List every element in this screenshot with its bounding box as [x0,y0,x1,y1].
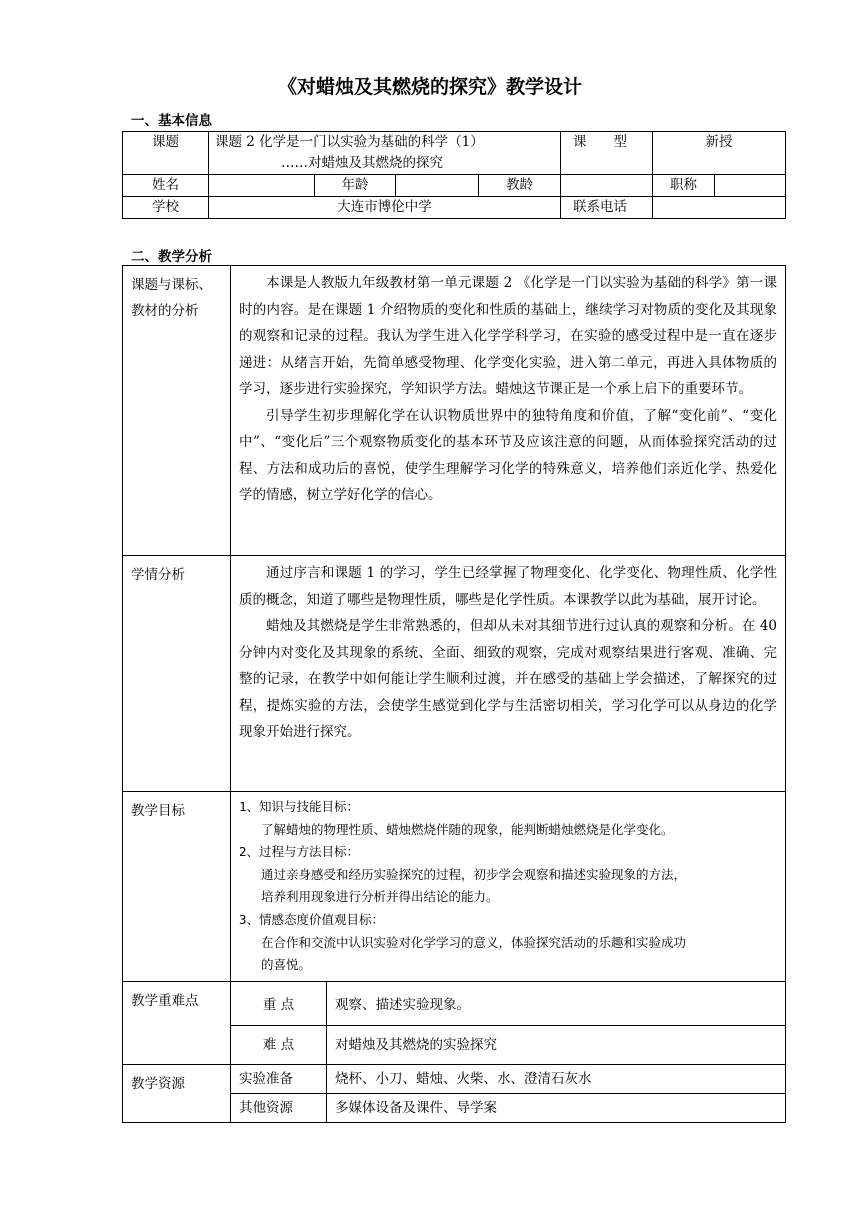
school-label: 学校 [123,197,209,219]
key-point-label: 重 点 [231,981,327,1025]
section-heading-basic-info: 一、基本信息 [131,113,212,129]
other-resources-label: 其他资源 [231,1093,327,1122]
objectives-label: 教学目标 [123,792,231,982]
textbook-analysis-content [231,266,786,556]
key-point-value: 观察、描述实验现象。 [327,981,786,1025]
difficult-point-value: 对蜡烛及其燃烧的实验探究 [327,1025,786,1064]
objective-text-2b: 培养利用现象进行分析并得出结论的能力。 [261,889,499,905]
objectives-content [231,792,786,982]
topic-label: 课题 [123,132,209,175]
school-value: 大连市博伦中学 [209,197,561,219]
age-value [396,175,479,197]
difficult-point-label: 难 点 [231,1025,327,1064]
phone-value [653,197,786,219]
student-paragraph-1: 通过序言和课题 1 的学习，学生已经掌握了物理变化、化学变化、物理性质、化学性质的概念，知道了哪些是物理性质，哪些是化学性质。本课教学以此为基础，展开讨论。 [239,565,777,608]
age-label: 年龄 [315,175,396,197]
objective-heading-2: 2、过程与方法目标： [239,844,360,860]
student-analysis-label: 学情分析 [123,556,231,792]
key-difficult-label: 教学重难点 [123,981,231,1064]
teaching-age-value [561,175,653,197]
objectives-row [123,792,786,982]
topic-line-2: ……对蜡烛及其燃烧的探究 [281,155,443,171]
person-row [123,175,786,197]
textbook-analysis-label [123,266,231,556]
key-point-row [123,981,786,1025]
experiment-prep-label: 实验准备 [231,1064,327,1093]
phone-label: 联系电话 [561,197,653,219]
page-title: 《对蜡烛及其燃烧的探究》教学设计 [277,76,582,98]
name-label: 姓名 [123,175,209,197]
resources-label: 教学资源 [123,1064,231,1122]
objective-text-1: 了解蜡烛的物理性质、蜡烛燃烧伴随的现象，能判断蜡烛燃烧是化学变化。 [261,821,674,837]
student-paragraph-2: 蜡烛及其燃烧是学生非常熟悉的，但却从未对其细节进行过认真的观察和分析。在 40 分钟内对变化及其现象的系统、全面、细致的观察，完成对观察结果进行客观、准确、完整的记录，在教学中如何能让学生顺利过渡，并在感受的基础上学会描述，了解探究的过程，提炼实验的方法，会使学生感觉到化学与生活密切相关，学习化学可以从身边的化学现象开始进行探究。 [239,618,777,740]
job-title-value [715,175,786,197]
textbook-paragraph-2: 引导学生初步理解化学在认识物质世界中的独特角度和价值，了解“变化前”、“变化中”、“变化后”三个观察物质变化的基本环节及应该注意的问题，从而体验探究活动的过程、方法和成功后的喜悦，使学生理解学习化学的特殊意义，培养他们亲近化学、热爱化学的情感，树立学好化学的信心。 [239,407,777,503]
job-title-label: 职称 [653,175,715,197]
section-heading-analysis: 二、教学分析 [131,249,212,265]
teaching-analysis-table [122,265,786,1123]
objective-text-2a: 通过亲身感受和经历实验探究的过程，初步学会观察和描述实验现象的方法， [261,866,687,882]
student-analysis-content [231,556,786,792]
textbook-label-line-1: 课题与课标、 [131,277,212,293]
objective-heading-1: 1、知识与技能目标： [239,799,360,814]
textbook-label-line-2: 教材的分析 [131,303,199,319]
basic-info-table [122,131,786,219]
topic-value [209,132,561,175]
textbook-analysis-row [123,266,786,556]
topic-row [123,132,786,175]
school-row [123,197,786,219]
teaching-age-label: 教龄 [479,175,561,197]
objective-text-3a: 在合作和交流中认识实验对化学学习的意义，体验探究活动的乐趣和实验成功 [261,934,687,950]
objective-heading-3: 3、情感态度价值观目标： [239,911,385,927]
name-value [209,175,315,197]
topic-line-1: 课题 2 化学是一门以实验为基础的科学（1） [215,134,484,150]
objective-text-3b: 的喜悦。 [261,957,312,973]
student-analysis-row [123,556,786,792]
type-value: 新授 [653,132,786,175]
other-resources-value: 多媒体设备及课件、导学案 [327,1093,786,1122]
experiment-prep-value: 烧杯、小刀、蜡烛、火柴、水、澄清石灰水 [327,1064,786,1093]
textbook-paragraph-1: 本课是人教版九年级教材第一单元课题 2 《化学是一门以实验为基础的科学》第一课时的内容。是在课题 1 介绍物质的变化和性质的基础上，继续学习对物质的变化及其现象的观察和记录的过程。我认为学生进入化学学科学习，在实验的感受过程中是一直在逐步递进：从绪言开始，先简单感受物理、化学变化实验，进入第二单元，再进入具体物质的学习，逐步进行实验探究，学知识学方法。蜡烛这节课正是一个承上启下的重要环节。 [239,275,777,397]
experiment-prep-row [123,1064,786,1093]
type-label: 课 型 [561,132,653,175]
